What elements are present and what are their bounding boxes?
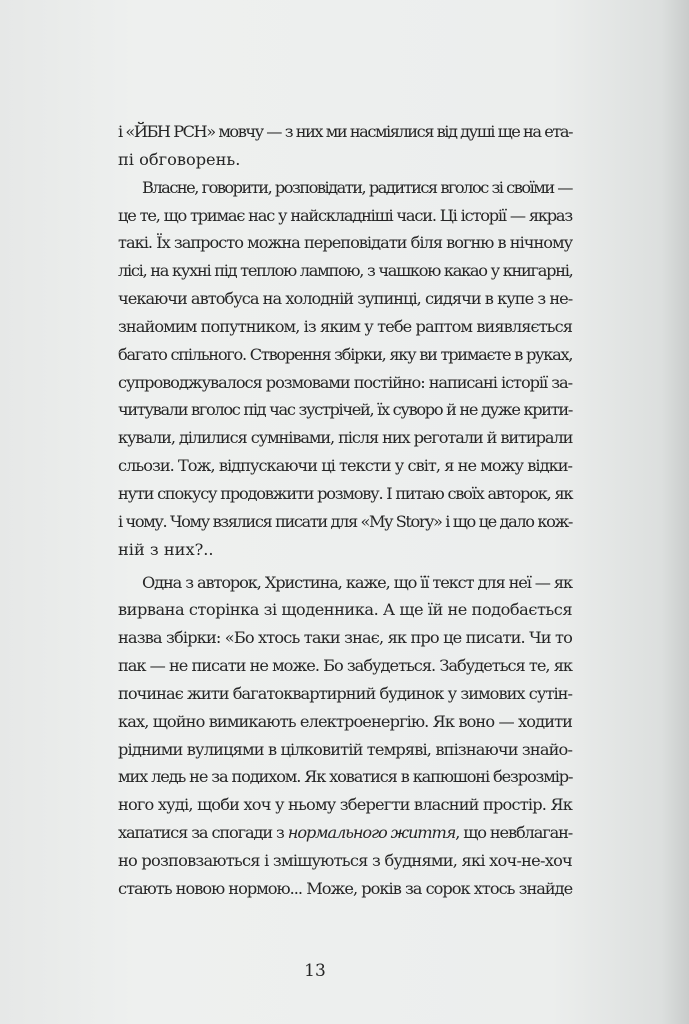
- text-line: знайомим попутником, із яким у тебе раптом виявляється: [118, 316, 572, 336]
- text-line: це те, що тримає нас у найскладніші часи. Ці історії — якраз: [118, 205, 572, 225]
- body-text: [118, 118, 572, 903]
- paragraph: [118, 118, 572, 174]
- text-line: і чому. Чому взялися писати для «My Story» і що це дало кож-: [118, 511, 572, 531]
- italic-phrase: нормального життя: [287, 823, 456, 843]
- text-line: кували, ділилися сумнівами, після них реготали й витирали: [118, 428, 573, 448]
- text-line: багато спільного. Створення збірки, яку ви тримаєте в руках,: [118, 344, 573, 364]
- paragraph: [118, 569, 572, 903]
- text-line: мих ледь не за подихом. Як ховатися в капюшоні безрозмір-: [118, 767, 573, 787]
- text-line: но розповзаються і змішуються з буднями, які хоч-не-хоч: [118, 850, 572, 870]
- text-line: ного худі, щоби хоч у ньому зберегти власний простір. Як: [118, 795, 572, 815]
- text-line: супроводжувалося розмовами постійно: написані історії за-: [118, 372, 572, 392]
- paragraph: [118, 174, 572, 564]
- text-line: стають новою нормою... Може, років за сорок хтось знайде: [118, 878, 573, 898]
- text-line: пі обговорень.: [118, 149, 241, 169]
- text-segment: хапатися за спогади з: [118, 823, 288, 843]
- text-line: вирвана сторінка зі щоденника. А ще їй не подобається: [118, 600, 573, 620]
- text-line: чекаючи автобуса на холодній зупинці, сидячи в купе з не-: [118, 289, 573, 309]
- page-number: 13: [304, 961, 326, 981]
- text-line: нути спокусу продовжити розмову. І питаю своїх авторок, як: [118, 483, 573, 503]
- text-line: ній з них?..: [118, 539, 214, 559]
- text-line: пак — не писати не може. Бо забудеться. Забудеться те, як: [118, 656, 572, 676]
- text-line: сльози. Тож, відпускаючи ці тексти у світ, я не можу відки-: [118, 456, 572, 476]
- text-line: починає жити багатоквартирний будинок у зимових сутін-: [118, 683, 572, 703]
- text-line: Одна з авторок, Христина, каже, що її текст для неї — як: [142, 572, 572, 592]
- text-line: читували вголос під час зустрічей, їх суворо й не дуже крити-: [118, 400, 572, 420]
- text-line: назва збірки: «Бо хтось таки знає, як про це писати. Чи то: [118, 628, 572, 648]
- text-line-with-italic: [118, 819, 572, 847]
- text-line: такі. Їх запросто можна переповідати біля вогню в нічному: [118, 233, 573, 253]
- text-line: ках, щойно вимикають електроенергію. Як воно — ходити: [118, 711, 573, 731]
- text-line: і «ЙБН РСН» мовчу — з них ми насміялися від душі ще на ета-: [118, 122, 572, 141]
- text-line: Власне, говорити, розповідати, радитися вголос зі своїми —: [142, 177, 572, 197]
- text-line: лісі, на кухні під теплою лампою, з чашкою какао у книгарні,: [118, 261, 573, 281]
- text-segment: , що невблаган-: [455, 823, 573, 843]
- text-line: рідними вулицями в цілковитій темряві, впізнаючи знайо-: [118, 739, 573, 759]
